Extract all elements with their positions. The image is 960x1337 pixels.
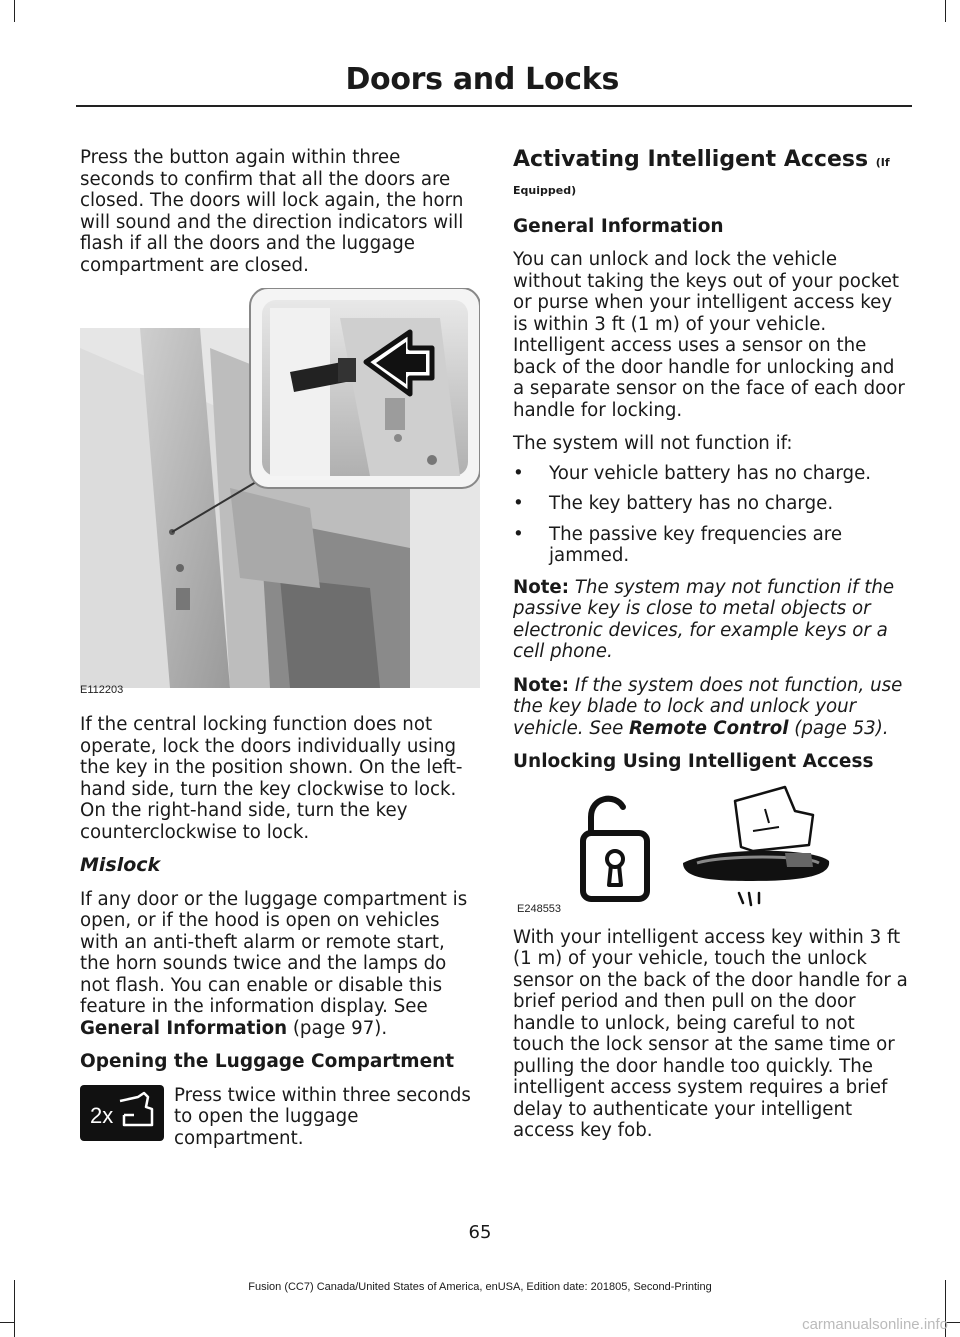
door-handle-icon xyxy=(683,850,829,880)
note-key-blade: Note: If the system does not function, use the key blade to lock and unlock your vehicle. See Remote Control (page 53). xyxy=(513,674,903,739)
general-information-link[interactable]: General Information xyxy=(80,1017,288,1039)
figure-code: E248553 xyxy=(517,902,562,915)
crop-mark xyxy=(946,1322,960,1323)
note-metal-objects: Note: The system may not function if the passive key is close to metal objects or electronic devices, for example keys or a cell phone. xyxy=(513,576,895,662)
trunk-release-icon xyxy=(80,1085,164,1141)
paragraph-central-locking: If the central locking function does not operate, lock the doors individually using the key in the position shown. On the left-hand side, turn the key clockwise to lock. On the right-hand side, turn the key counterclockwise to lock. xyxy=(80,714,463,843)
luggage-text: Press twice within three seconds to open the luggage compartment. xyxy=(174,1084,471,1149)
door-key-figure xyxy=(80,288,480,700)
luggage-heading: Opening the Luggage Compartment xyxy=(80,1051,455,1072)
press-twice-label: 2x xyxy=(90,1102,114,1128)
equipped-note: Equipped) xyxy=(513,184,577,197)
list-item: • The passive key frequencies are jammed. xyxy=(513,524,911,567)
conditions-list xyxy=(513,463,911,567)
edition-info: Fusion (CC7) Canada/United States of America, enUSA, Edition date: 201805, Second-Printing xyxy=(248,1281,712,1293)
unlocking-heading: Unlocking Using Intelligent Access xyxy=(513,751,874,772)
paragraph-intelligent-access: You can unlock and lock the vehicle without taking the keys out of your pocket or purse when your intelligent access key is within 3 ft (1 m) of your vehicle. Intelligent access uses a sensor on the back of the door handle for unlocking and a separate sensor on the face of each door handle for locking. xyxy=(513,249,905,421)
paragraph-mislock: If any door or the luggage compartment is open, or if the hood is open on vehicles with an anti-theft alarm or remote start, the horn sounds twice and the lamps do not flash. You can enable or disable this feature in the information display. See General Information (page 97). xyxy=(80,888,468,1039)
page-title: Doors and Locks xyxy=(345,62,619,97)
header-divider xyxy=(76,105,912,107)
mislock-heading: Mislock xyxy=(80,854,161,876)
unlock-handle-illustration xyxy=(513,781,911,921)
crop-mark xyxy=(14,0,15,22)
unlocked-padlock-icon xyxy=(583,798,647,898)
remote-control-link[interactable]: Remote Control xyxy=(629,717,789,739)
hand-touch-icon xyxy=(735,787,813,905)
unlock-sensor-figure xyxy=(513,781,911,921)
left-column xyxy=(80,147,480,1165)
door-lock-illustration xyxy=(80,288,480,700)
figure-code: E112203 xyxy=(80,684,124,696)
intelligent-access-heading: Activating Intelligent Access (If xyxy=(513,147,890,172)
watermark: carmanualsonline.info xyxy=(802,1316,948,1333)
general-information-heading: General Information xyxy=(513,215,724,237)
paragraph-confirm: Press the button again within three seconds to confirm that all the doors are closed. The doors will lock again, the horn will sound and the direction indicators will flash if all the doors and the luggage compartment are closed. xyxy=(80,147,464,276)
right-column xyxy=(513,147,911,1154)
page-number: 65 xyxy=(468,1222,492,1243)
paragraph-not-function: The system will not function if: xyxy=(513,433,793,454)
list-item: • The key battery has no charge. xyxy=(513,493,911,515)
crop-mark xyxy=(945,0,946,22)
luggage-instruction xyxy=(80,1085,480,1165)
crop-mark xyxy=(0,1322,14,1323)
paragraph-unlock-procedure: With your intelligent access key within 3 ft (1 m) of your vehicle, touch the unlock sensor on the back of the door handle for a brief period and then pull on the door handle to unlock, being careful to not touch the lock sensor at the same time or pulling the door handle too quickly. The intelligent access system requires a brief delay to authenticate your intelligent access key fob. xyxy=(513,926,908,1141)
list-item: • Your vehicle battery has no charge. xyxy=(513,463,911,485)
